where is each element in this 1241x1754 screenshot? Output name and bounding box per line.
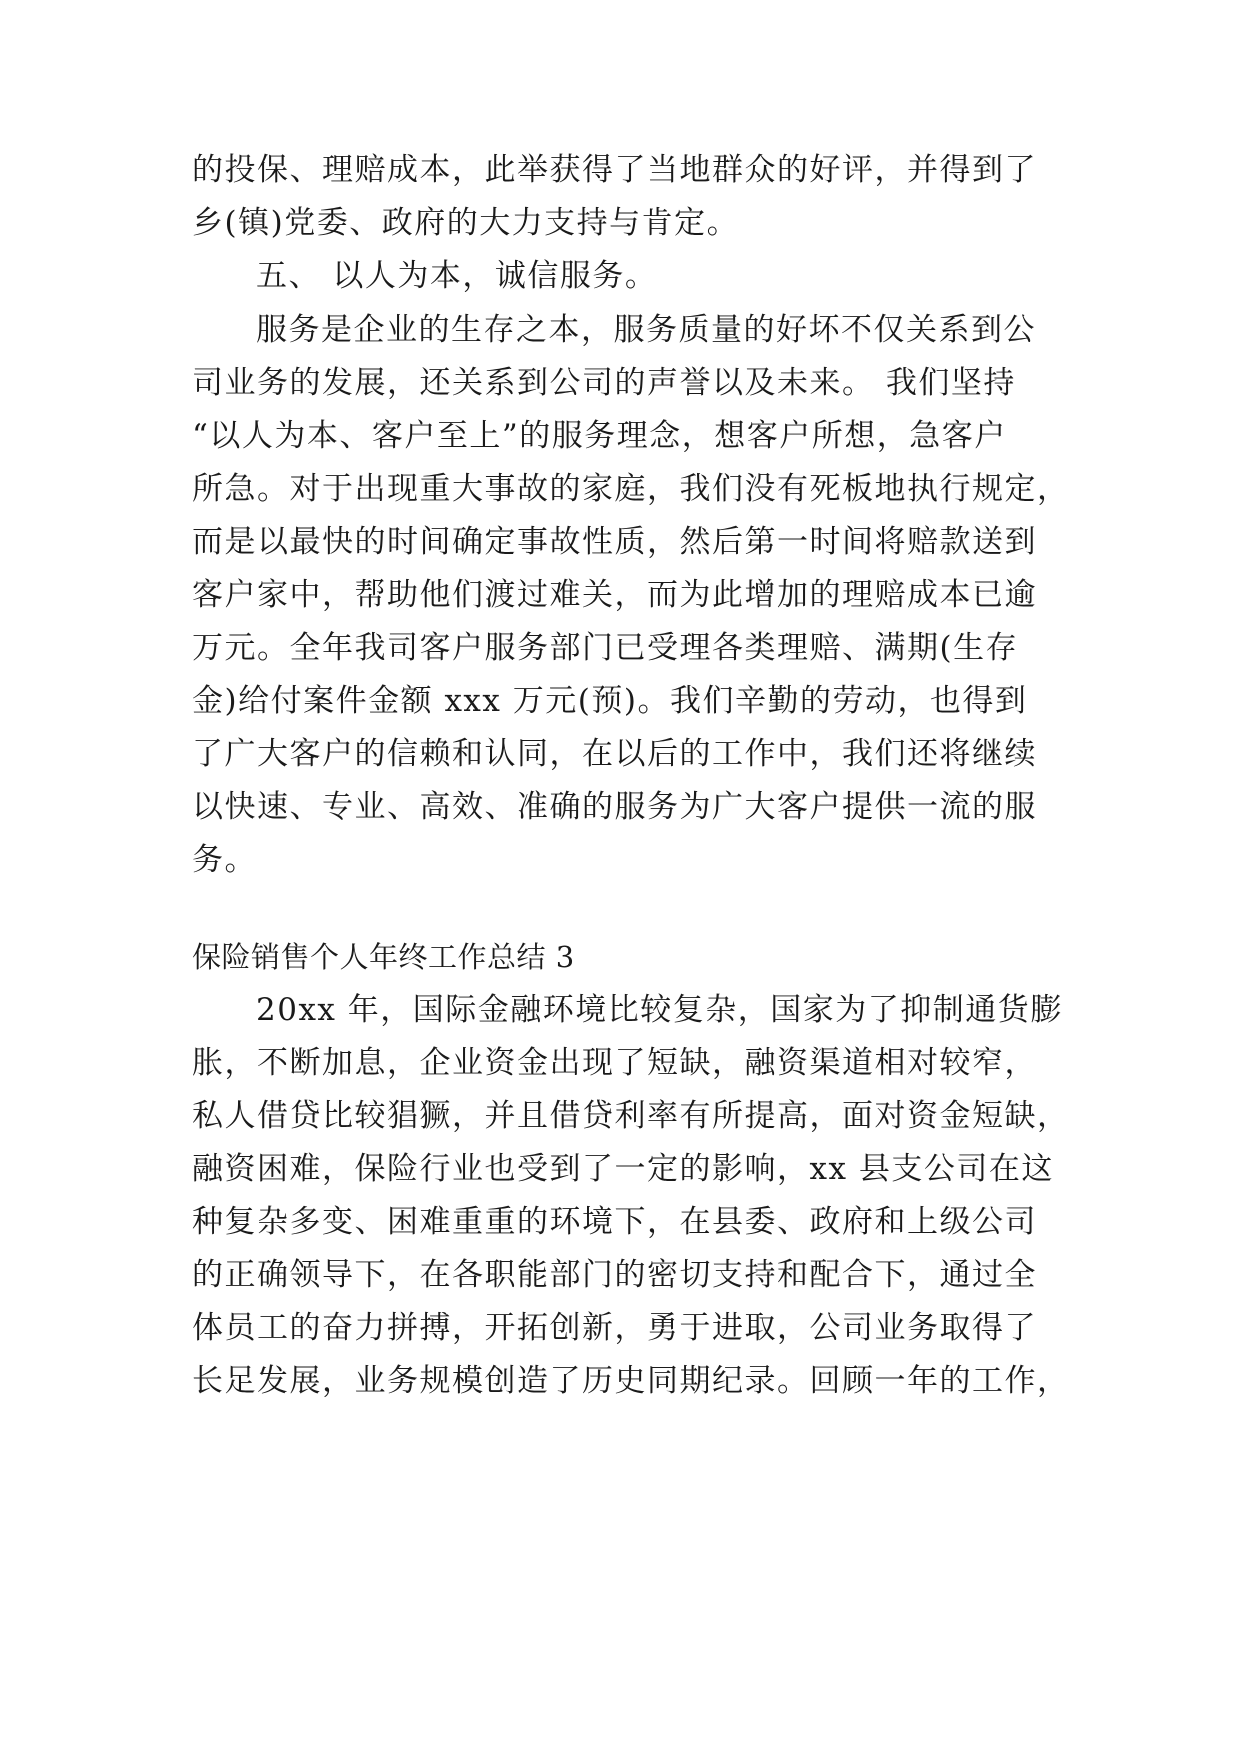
paragraph-line: 而是以最快的时间确定事故性质，然后第一时间将赔款送到	[192, 524, 1037, 560]
paragraph-line: 客户家中，帮助他们渡过难关，而为此增加的理赔成本已逾	[192, 577, 1037, 613]
paragraph-line: 了广大客户的信赖和认同，在以后的工作中，我们还将继续	[192, 736, 1037, 772]
section-title: 保险销售个人年终工作总结 3	[192, 940, 575, 974]
paragraph-line: 司业务的发展，还关系到公司的声誉以及未来。 我们坚持	[192, 365, 1016, 401]
paragraph-line: 胀，不断加息，企业资金出现了短缺，融资渠道相对较窄，	[192, 1045, 1037, 1081]
paragraph-line: 所急。对于出现重大事故的家庭，我们没有死板地执行规定，	[192, 471, 1070, 507]
paragraph-line: 体员工的奋力拼搏，开拓创新，勇于进取，公司业务取得了	[192, 1310, 1037, 1346]
paragraph-line: 的正确领导下，在各职能部门的密切支持和配合下，通过全	[192, 1257, 1037, 1293]
paragraph-line: 服务是企业的生存之本，服务质量的好坏不仅关系到公	[256, 312, 1036, 348]
paragraph-line: 私人借贷比较猖獗，并且借贷利率有所提高，面对资金短缺，	[192, 1098, 1070, 1134]
paragraph-line: 长足发展，业务规模创造了历史同期纪录。回顾一年的工作，	[192, 1363, 1070, 1399]
paragraph-line: 融资困难，保险行业也受到了一定的影响，xx 县支公司在这	[192, 1151, 1054, 1187]
section-heading: 五、 以人为本，诚信服务。	[256, 258, 658, 294]
paragraph-line: 万元。全年我司客户服务部门已受理各类理赔、满期(生存	[192, 630, 1019, 666]
paragraph-line: 乡(镇)党委、政府的大力支持与肯定。	[192, 205, 740, 241]
paragraph-line: 种复杂多变、困难重重的环境下，在县委、政府和上级公司	[192, 1204, 1037, 1240]
paragraph-line: 金)给付案件金额 xxx 万元(预)。我们辛勤的劳动，也得到	[192, 683, 1028, 719]
paragraph-line: 的投保、理赔成本，此举获得了当地群众的好评，并得到了	[192, 152, 1037, 188]
paragraph-line: “以人为本、客户至上”的服务理念，想客户所想，急客户	[192, 418, 1007, 454]
paragraph-line: 20xx 年，国际金融环境比较复杂，国家为了抑制通货膨	[256, 992, 1063, 1028]
paragraph-line: 以快速、专业、高效、准确的服务为广大客户提供一流的服	[192, 789, 1037, 825]
paragraph-line: 务。	[192, 842, 257, 878]
